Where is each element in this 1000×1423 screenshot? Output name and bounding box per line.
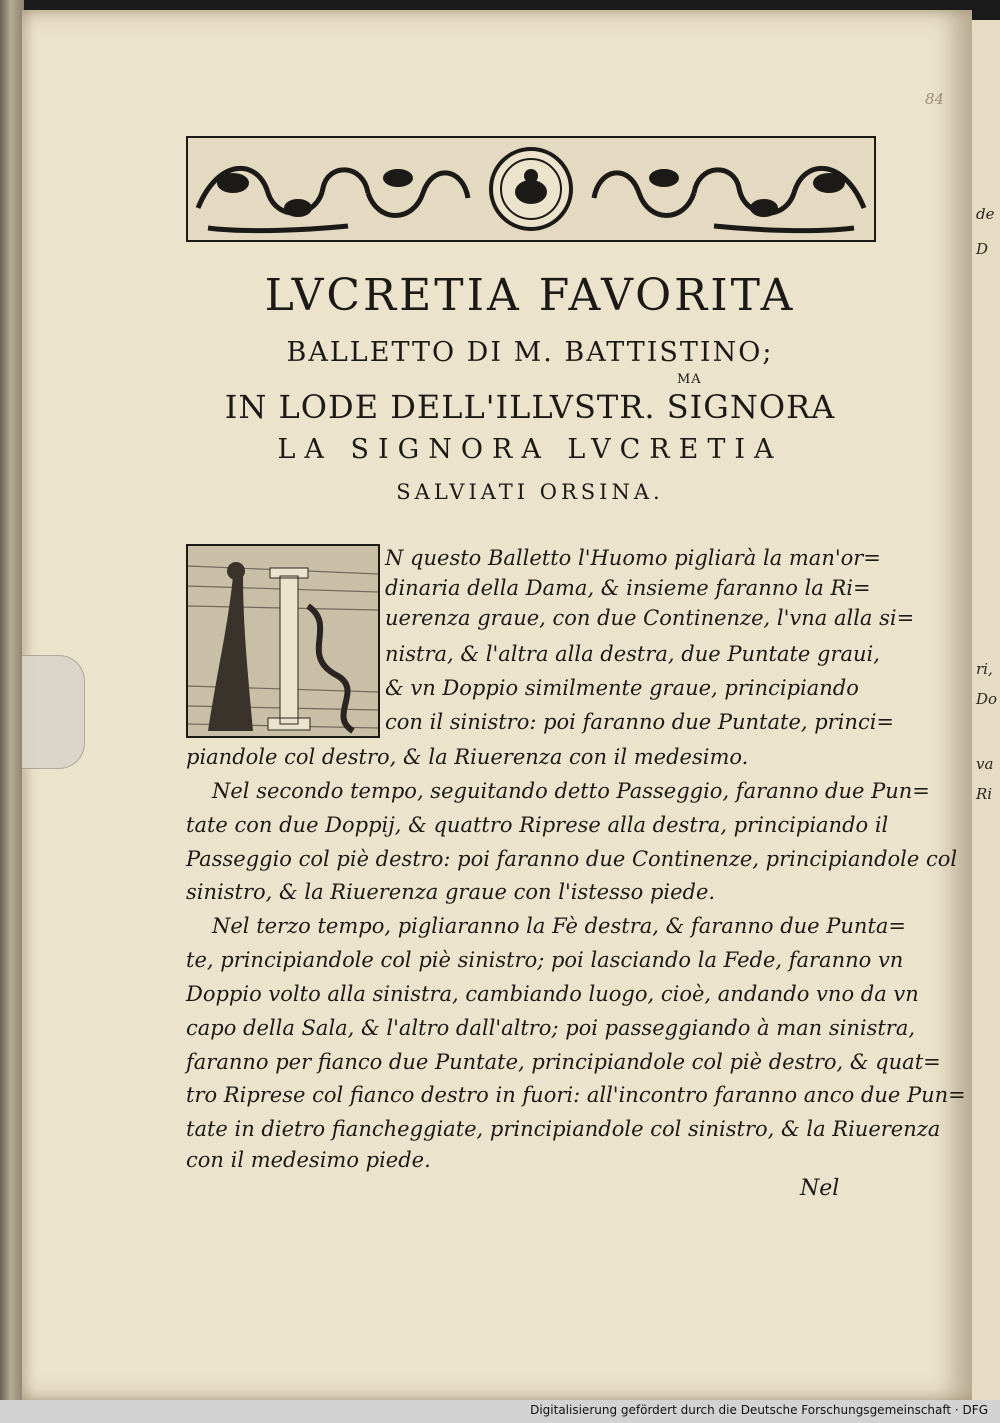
dedication-line: IN LODE DELL'ILLVSTR. SIGNORA [224, 388, 836, 426]
text-line: tro Riprese col fianco destro in fuori: all'incontro faranno anco due Pun= [186, 1083, 966, 1107]
facing-fragment: D [976, 240, 989, 258]
catchword: Nel [800, 1176, 840, 1201]
text-line: con il sinistro: poi faranno due Puntate, princi= [385, 710, 895, 734]
facing-fragment: ri, [976, 660, 993, 678]
text-line: capo della Sala, & l'altro dall'altro; poi passeggiando à man sinistra, [186, 1016, 916, 1040]
page-clip [22, 655, 85, 769]
floral-headpiece-icon [186, 136, 876, 242]
text-line: Nel secondo tempo, seguitando detto Passeggio, faranno due Pun= [212, 779, 930, 803]
text-line: con il medesimo piede. [186, 1148, 431, 1172]
main-title: LVCRETIA FAVORITA [264, 270, 796, 321]
facing-fragment: Do [976, 690, 998, 708]
text-line: Doppio volto alla sinistra, cambiando luogo, cioè, andando vno da vn [186, 982, 919, 1006]
text-line: Passeggio col piè destro: poi faranno due Continenze, principiandole col [186, 847, 958, 871]
folio-number: 84 [925, 90, 945, 108]
text-line: nistra, & l'altra alla destra, due Puntate graui, [385, 642, 880, 666]
text-line: piandole col destro, & la Riuerenza con il medesimo. [186, 745, 749, 769]
subtitle: BALLETTO DI M. BATTISTINO; [286, 337, 774, 368]
text-line: tate in dietro fiancheggiate, principiandole col sinistro, & la Riuerenza [186, 1117, 941, 1141]
text-line: & vn Doppio similmente graue, principiando [385, 676, 859, 700]
text-line: dinaria della Dama, & insieme faranno la Ri= [385, 576, 871, 600]
text-line: tate con due Doppij, & quattro Riprese alla destra, principiando il [186, 813, 889, 837]
footer-credit: Digitalisierung gefördert durch die Deutsche Forschungsgemeinschaft · DFG [530, 1403, 988, 1417]
text-line: N questo Balletto l'Huomo pigliarà la man'or= [385, 546, 881, 570]
text-line: uerenza graue, con due Continenze, l'vna alla si= [385, 606, 915, 630]
text-line: sinistro, & la Riuerenza graue con l'istesso piede. [186, 880, 716, 904]
dedication-line: SALVIATI ORSINA. [396, 480, 664, 504]
facing-fragment: de [976, 205, 995, 223]
facing-page-edge [972, 20, 1000, 1400]
book-left-edge [0, 0, 24, 1423]
facing-fragment: Ri [976, 785, 993, 803]
woodcut-initial-i-icon [186, 544, 380, 738]
text-line: Nel terzo tempo, pigliaranno la Fè destra, & faranno due Punta= [212, 914, 907, 938]
facing-fragment: va [976, 755, 994, 773]
superscript-ma: MA [677, 372, 702, 387]
dedication-line: LA SIGNORA LVCRETIA [277, 434, 783, 465]
text-line: faranno per fianco due Puntate, principiandole col piè destro, & quat= [186, 1050, 941, 1074]
text-line: te, principiandole col piè sinistro; poi lasciando la Fede, faranno vn [186, 948, 904, 972]
